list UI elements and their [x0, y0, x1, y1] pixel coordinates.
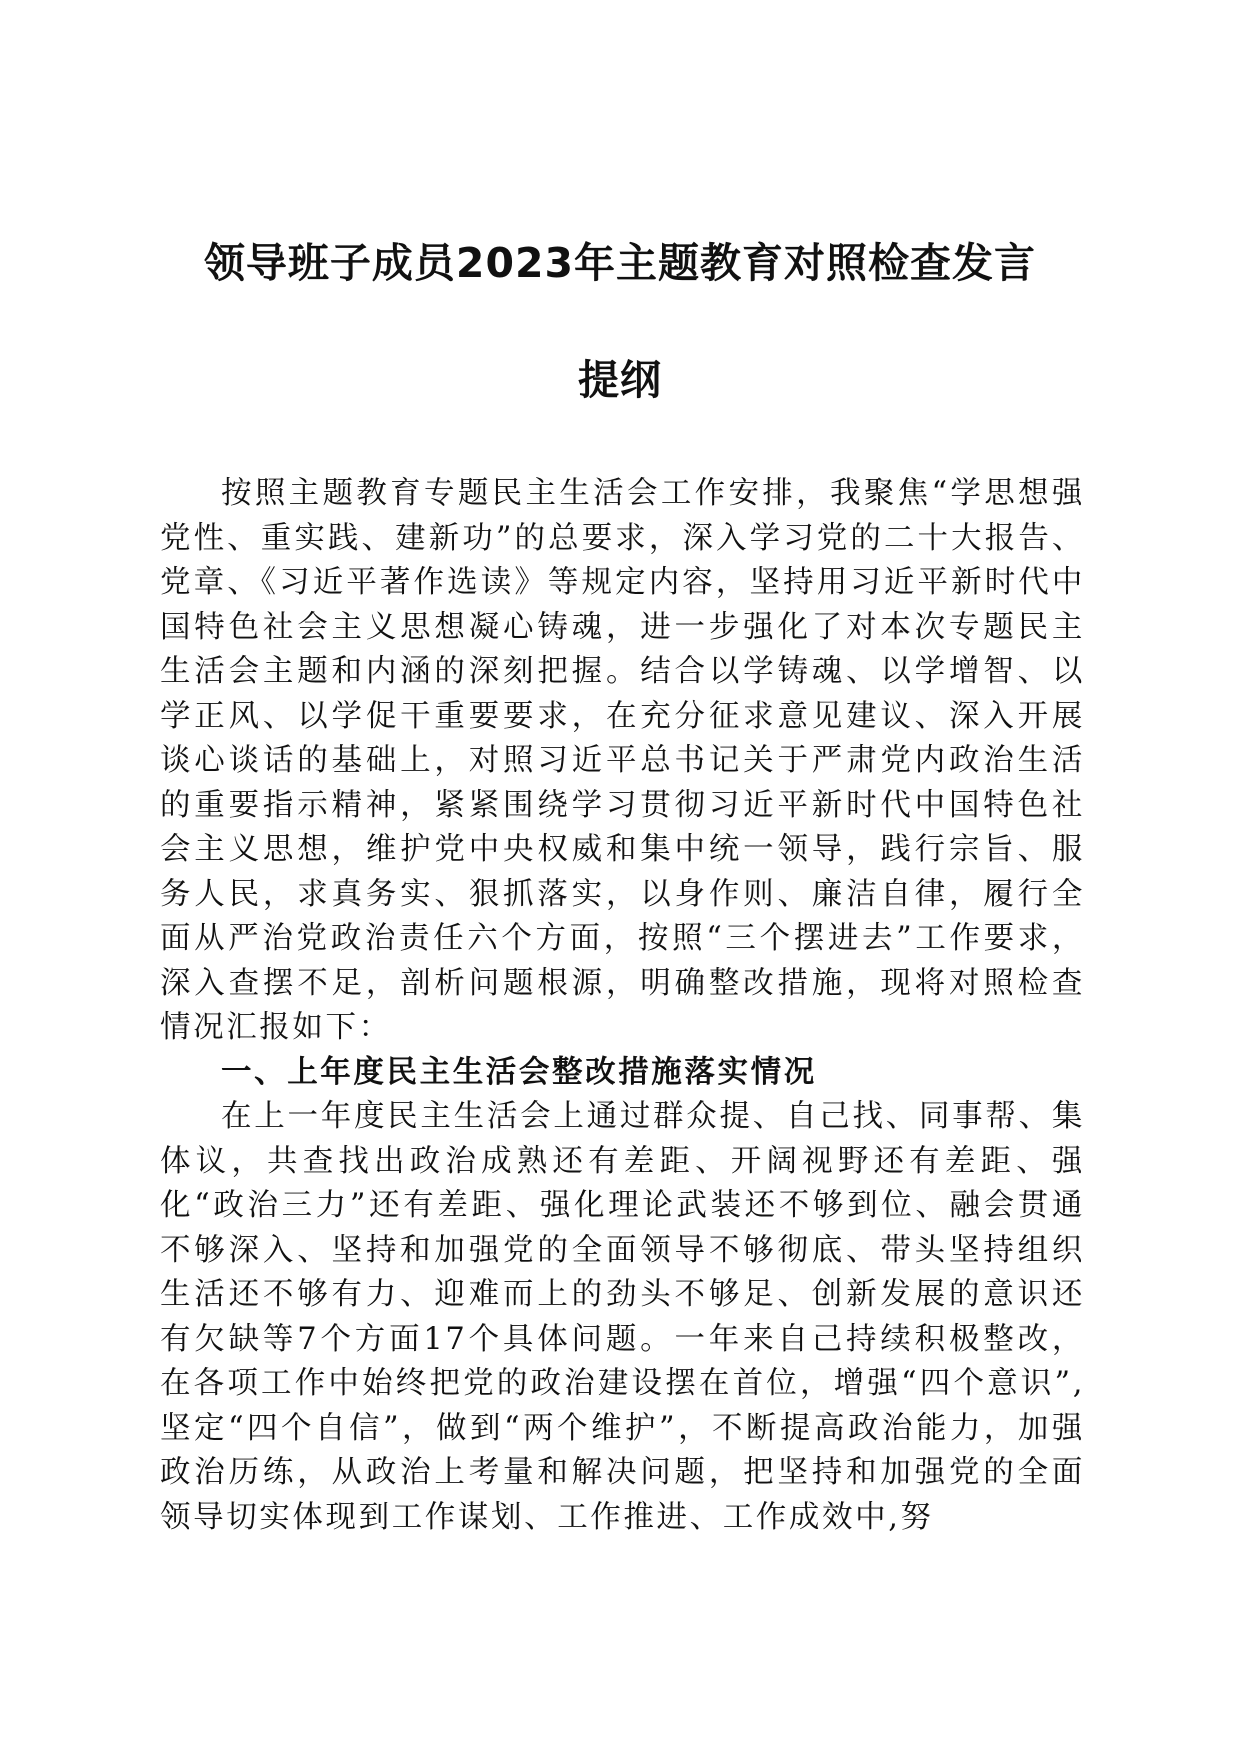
section-heading-1: 一、上年度民主生活会整改措施落实情况: [221, 1054, 817, 1090]
document-title-line-1: 领导班子成员2023年主题教育对照检查发言: [203, 239, 1037, 287]
document-body: [160, 472, 1085, 1540]
section-1-paragraph: 在上一年度民主生活会上通过群众提、自己找、同事帮、集体议，共查找出政治成熟还有差距、开阔视野还有差距、强化“政治三力”还有差距、强化理论武装还不够到位、融会贯通不够深入、坚持和加强党的全面领导不够彻底、带头坚持组织生活还不够有力、迎难而上的劲头不够足、创新发展的意识还有欠缺等7个方面17个具体问题。一年来自己持续积极整改，在各项工作中始终把党的政治建设摆在首位，增强“四个意识”,坚定“四个自信”，做到“两个维护”，不断提高政治能力，加强政治历练，从政治上考量和解决问题，把坚持和加强党的全面领导切实体现到工作谋划、工作推进、工作成效中,努: [160, 1099, 1085, 1535]
intro-paragraph: 按照主题教育专题民主生活会工作安排，我聚焦“学思想强党性、重实践、建新功”的总要求，深入学习党的二十大报告、党章、《习近平著作选读》等规定内容，坚持用习近平新时代中国特色社会主义思想凝心铸魂，进一步强化了对本次专题民主生活会主题和内涵的深刻把握。结合以学铸魂、以学增智、以学正风、以学促干重要要求，在充分征求意见建议、深入开展谈心谈话的基础上，对照习近平总书记关于严肃党内政治生活的重要指示精神，紧紧围绕学习贯彻习近平新时代中国特色社会主义思想，维护党中央权威和集中统一领导，践行宗旨、服务人民，求真务实、狠抓落实，以身作则、廉洁自律，履行全面从严治党政治责任六个方面，按照“三个摆进去”工作要求，深入查摆不足，剖析问题根源，明确整改措施，现将对照检查情况汇报如下：: [160, 476, 1085, 1045]
document-title-line-2: 提纲: [578, 356, 662, 404]
